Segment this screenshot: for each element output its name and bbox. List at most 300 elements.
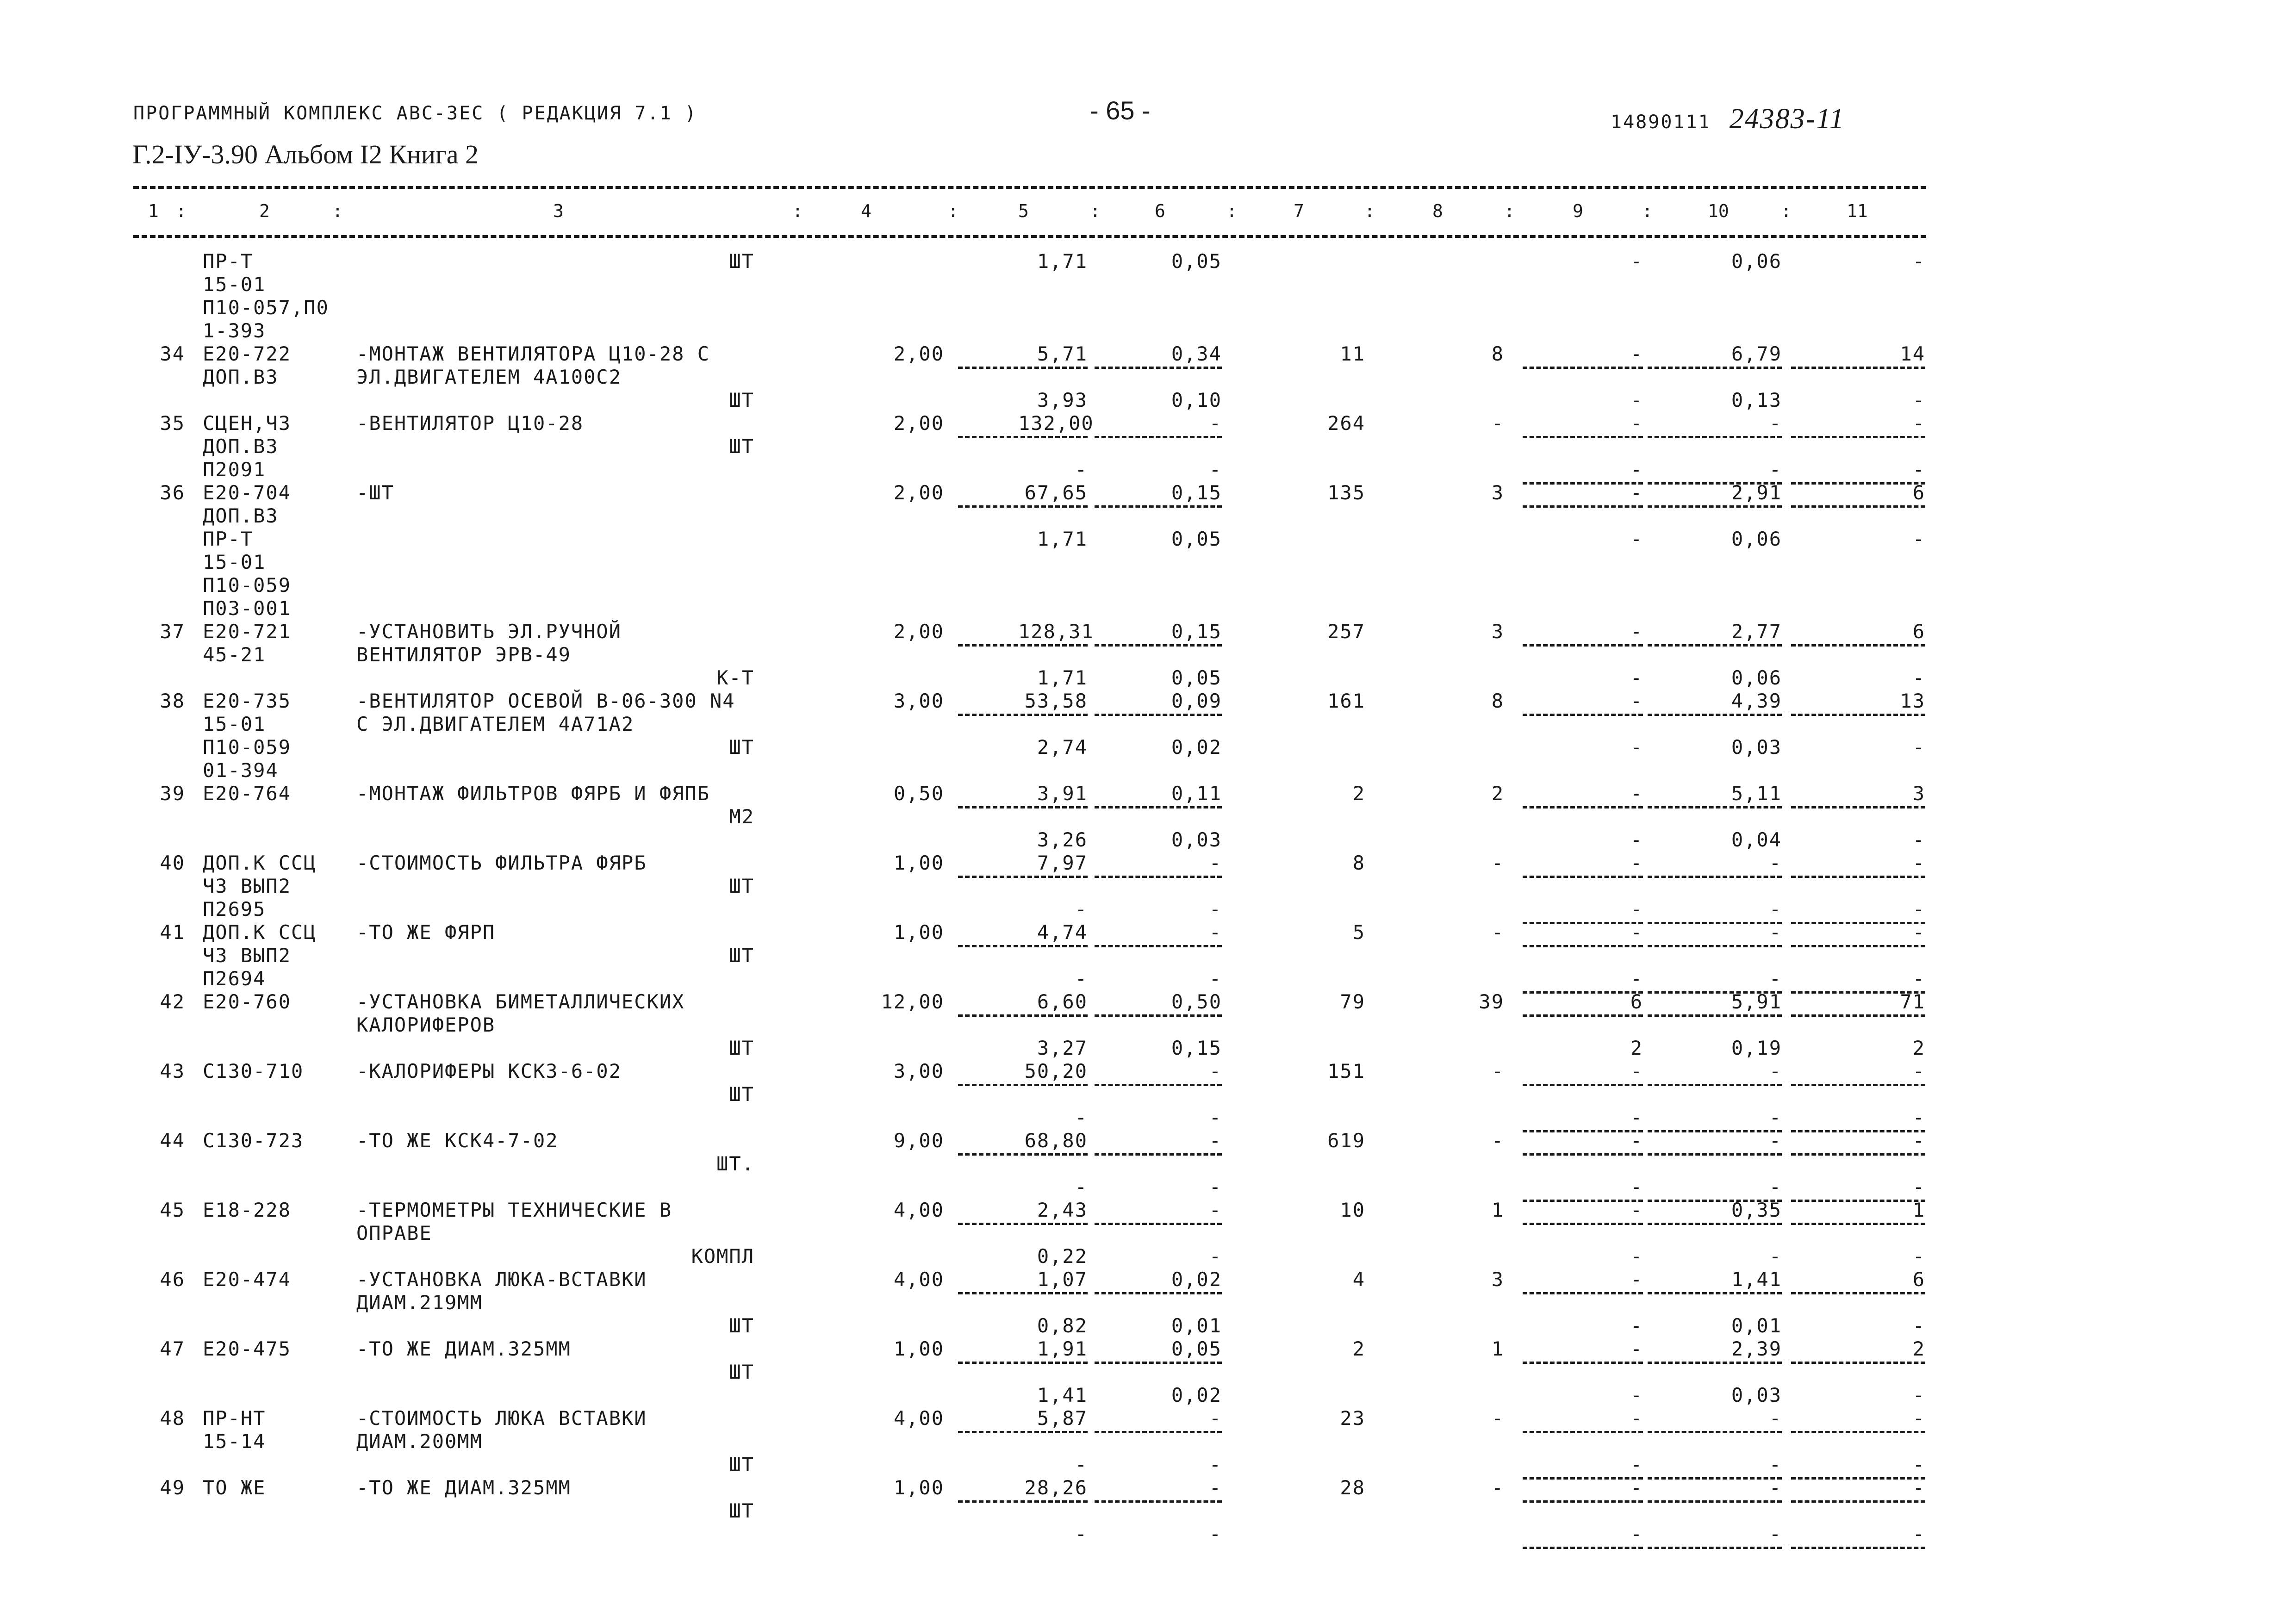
subtotal-rule bbox=[1791, 644, 1925, 647]
cell-machine-cost: - bbox=[1630, 690, 1643, 712]
subtotal-rule bbox=[1523, 1130, 1643, 1132]
cell-unit-cost: 3,93 bbox=[1037, 389, 1088, 411]
cell-unit-cost: - bbox=[1075, 1175, 1088, 1198]
cell-machine-cost: - bbox=[1630, 828, 1643, 851]
cell-wage-unit: - bbox=[1209, 1199, 1222, 1221]
cell-wage-unit: 0,02 bbox=[1171, 1268, 1222, 1291]
subtotal-rule bbox=[1791, 714, 1925, 716]
cell-unit-cost: 4,74 bbox=[1037, 921, 1088, 944]
subtotal-rule bbox=[1095, 714, 1222, 716]
subtotal-rule bbox=[1095, 1014, 1222, 1017]
cell-rate-code: ДОП.В3 bbox=[203, 366, 279, 388]
cell-machine-cost: - bbox=[1630, 967, 1643, 990]
cell-wage-unit: - bbox=[1209, 1407, 1222, 1430]
cell-rate-code: Е20-735 bbox=[203, 690, 292, 712]
cell-row-number: 48 bbox=[160, 1407, 185, 1430]
cell-machine-cost: - bbox=[1630, 1106, 1643, 1129]
table-row bbox=[0, 504, 2296, 528]
cell-wage-unit: 0,05 bbox=[1171, 528, 1222, 550]
cell-row-number: 43 bbox=[160, 1060, 185, 1082]
table-row bbox=[0, 1453, 2296, 1476]
col-sep: : bbox=[332, 201, 343, 221]
cell-machine-cost: - bbox=[1630, 1453, 1643, 1476]
cell-labour-hours: 6,79 bbox=[1731, 342, 1782, 365]
cell-total-cost: 5 bbox=[1352, 921, 1365, 944]
cell-work-description: -ТЕРМОМЕТРЫ ТЕХНИЧЕСКИЕ В bbox=[356, 1199, 672, 1221]
cell-unit-cost: 0,22 bbox=[1037, 1245, 1088, 1268]
cell-unit: ШТ bbox=[729, 435, 754, 458]
table-row bbox=[0, 782, 2296, 805]
cell-wage-unit: 0,02 bbox=[1171, 1384, 1222, 1406]
cell-machine-cost: - bbox=[1630, 1384, 1643, 1406]
subtotal-rule bbox=[1523, 922, 1643, 924]
table-row bbox=[0, 1268, 2296, 1291]
cell-row-number: 41 bbox=[160, 921, 185, 944]
cell-work-description: -МОНТАЖ ФИЛЬТРОВ ФЯРБ И ФЯПБ bbox=[356, 782, 710, 805]
cell-wage-unit: 0,09 bbox=[1171, 690, 1222, 712]
table-row bbox=[0, 1014, 2296, 1037]
subtotal-rule bbox=[958, 367, 1088, 369]
document-code-handwritten: 24383-11 bbox=[1729, 103, 1845, 135]
cell-rate-code: П10-059 bbox=[203, 574, 292, 597]
cell-labour-hours: 0,06 bbox=[1731, 528, 1782, 550]
cell-rate-code: 45-21 bbox=[203, 643, 266, 666]
cell-work-description: -ТО ЖЕ ДИАМ.325ММ bbox=[356, 1476, 571, 1499]
cell-rate-code: П2695 bbox=[203, 898, 266, 920]
cell-quantity: 1,00 bbox=[893, 921, 944, 944]
cell-rate-code: 15-01 bbox=[203, 273, 266, 296]
cell-work-description: ВЕНТИЛЯТОР ЭРВ-49 bbox=[356, 643, 571, 666]
cell-rate-code: 15-14 bbox=[203, 1430, 266, 1453]
cell-labour-hours: 2,77 bbox=[1731, 620, 1782, 643]
cell-rate-code: ДОП.В3 bbox=[203, 435, 279, 458]
cell-work-description: ОПРАВЕ bbox=[356, 1222, 432, 1244]
subtotal-rule bbox=[1095, 367, 1222, 369]
cell-work-description: -ТО ЖЕ КСК4-7-02 bbox=[356, 1129, 559, 1152]
cell-wage-unit: - bbox=[1209, 412, 1222, 435]
cell-wage-unit: - bbox=[1209, 967, 1222, 990]
cell-rate-code: ТО ЖЕ bbox=[203, 1476, 266, 1499]
album-title: Г.2-IУ-3.90 Альбом I2 Книга 2 bbox=[132, 139, 479, 169]
cell-total-labour: - bbox=[1912, 1407, 1925, 1430]
cell-work-description: -СТОИМОСТЬ ЛЮКА ВСТАВКИ bbox=[356, 1407, 647, 1430]
table-row bbox=[0, 1083, 2296, 1106]
subtotal-rule bbox=[958, 505, 1088, 508]
cell-work-description: -ШТ bbox=[356, 481, 394, 504]
cell-rate-code: П03-001 bbox=[203, 597, 292, 620]
cell-wage-unit: 0,34 bbox=[1171, 342, 1222, 365]
subtotal-rule bbox=[1523, 945, 1643, 947]
cell-labour-hours: 0,01 bbox=[1731, 1314, 1782, 1337]
cell-labour-hours: 0,06 bbox=[1731, 666, 1782, 689]
cell-total-labour: 3 bbox=[1912, 782, 1925, 805]
cell-row-number: 36 bbox=[160, 481, 185, 504]
cell-rate-code: С130-723 bbox=[203, 1129, 304, 1152]
subtotal-rule bbox=[1791, 1200, 1925, 1202]
cell-wage-unit: - bbox=[1209, 898, 1222, 920]
cell-total-cost: 28 bbox=[1340, 1476, 1365, 1499]
cell-work-description: -ВЕНТИЛЯТОР Ц10-28 bbox=[356, 412, 584, 435]
table-row bbox=[0, 1407, 2296, 1430]
cell-unit-cost: 53,58 bbox=[1024, 690, 1088, 712]
cell-machine-cost: - bbox=[1630, 1199, 1643, 1221]
cell-work-description: -ТО ЖЕ ФЯРП bbox=[356, 921, 496, 944]
cell-rate-code: ПР-Т bbox=[203, 250, 254, 273]
col-head-7: 7 bbox=[1294, 201, 1304, 221]
cell-machine-cost: - bbox=[1630, 666, 1643, 689]
subtotal-rule bbox=[1095, 1500, 1222, 1503]
table-row bbox=[0, 1245, 2296, 1268]
cell-rate-code: Е20-760 bbox=[203, 990, 292, 1013]
cell-wage-unit: - bbox=[1209, 1060, 1222, 1082]
table-row bbox=[0, 944, 2296, 967]
subtotal-rule bbox=[1523, 1431, 1643, 1433]
cell-work-description: -КАЛОРИФЕРЫ КСК3-6-02 bbox=[356, 1060, 622, 1082]
cell-row-number: 49 bbox=[160, 1476, 185, 1499]
cell-rate-code: Е20-704 bbox=[203, 481, 292, 504]
cell-row-number: 47 bbox=[160, 1337, 185, 1360]
cell-machine-cost: - bbox=[1630, 250, 1643, 273]
table-row bbox=[0, 1291, 2296, 1314]
table-row bbox=[0, 412, 2296, 435]
col-head-1: 1 bbox=[148, 201, 159, 221]
cell-total-wage: 3 bbox=[1491, 1268, 1504, 1291]
subtotal-rule bbox=[1095, 876, 1222, 878]
cell-total-wage: - bbox=[1491, 1129, 1504, 1152]
subtotal-rule bbox=[1523, 505, 1643, 508]
cell-unit: ШТ bbox=[729, 736, 754, 759]
cell-machine-cost: - bbox=[1630, 1407, 1643, 1430]
cell-unit-cost: - bbox=[1075, 1106, 1088, 1129]
cell-labour-hours: - bbox=[1769, 1523, 1782, 1545]
cell-unit-cost: 5,87 bbox=[1037, 1407, 1088, 1430]
subtotal-rule bbox=[1648, 991, 1782, 994]
cell-unit-cost: - bbox=[1075, 967, 1088, 990]
cell-wage-unit: - bbox=[1209, 1523, 1222, 1545]
cell-wage-unit: 0,10 bbox=[1171, 389, 1222, 411]
cell-rate-code: ДОП.К ССЦ bbox=[203, 921, 317, 944]
cell-labour-hours: - bbox=[1769, 852, 1782, 874]
cell-total-labour: - bbox=[1912, 1523, 1925, 1545]
col-sep: : bbox=[1364, 201, 1375, 221]
table-row bbox=[0, 1037, 2296, 1060]
table-row bbox=[0, 1106, 2296, 1129]
cell-quantity: 2,00 bbox=[893, 412, 944, 435]
cell-wage-unit: - bbox=[1209, 852, 1222, 874]
cell-unit: М2 bbox=[729, 805, 754, 828]
col-sep: : bbox=[1226, 201, 1237, 221]
cell-quantity: 0,50 bbox=[893, 782, 944, 805]
cell-unit-cost: 7,97 bbox=[1037, 852, 1088, 874]
cell-machine-cost: - bbox=[1630, 736, 1643, 759]
cell-quantity: 2,00 bbox=[893, 481, 944, 504]
subtotal-rule bbox=[1095, 1362, 1222, 1364]
table-row bbox=[0, 1060, 2296, 1083]
cell-rate-code: Ч3 ВЫП2 bbox=[203, 944, 292, 967]
table-row bbox=[0, 273, 2296, 296]
cell-unit: ШТ bbox=[729, 1314, 754, 1337]
subtotal-rule bbox=[1523, 991, 1643, 994]
cell-rate-code: 1-393 bbox=[203, 319, 266, 342]
col-head-8: 8 bbox=[1432, 201, 1443, 221]
cell-machine-cost: - bbox=[1630, 852, 1643, 874]
document-code-printed: 14890111 bbox=[1611, 112, 1711, 133]
subtotal-rule bbox=[958, 644, 1088, 647]
subtotal-rule bbox=[1791, 1500, 1925, 1503]
table-row bbox=[0, 1337, 2296, 1361]
subtotal-rule bbox=[1648, 806, 1782, 808]
cell-row-number: 45 bbox=[160, 1199, 185, 1221]
cell-quantity: 2,00 bbox=[893, 342, 944, 365]
cell-unit-cost: 68,80 bbox=[1024, 1129, 1088, 1152]
cell-rate-code: Ч3 ВЫП2 bbox=[203, 875, 292, 897]
subtotal-rule bbox=[1648, 1153, 1782, 1156]
cell-rate-code: ПР-НТ bbox=[203, 1407, 266, 1430]
cell-work-description: ДИАМ.219ММ bbox=[356, 1291, 483, 1314]
col-sep: : bbox=[1781, 201, 1792, 221]
cell-wage-unit: 0,05 bbox=[1171, 1337, 1222, 1360]
cell-total-labour: - bbox=[1912, 828, 1925, 851]
cell-unit: ШТ bbox=[729, 1083, 754, 1106]
cell-quantity: 4,00 bbox=[893, 1268, 944, 1291]
cell-unit-cost: 128,31 bbox=[1018, 620, 1094, 643]
cell-total-wage: - bbox=[1491, 1476, 1504, 1499]
cell-rate-code: Е18-228 bbox=[203, 1199, 292, 1221]
subtotal-rule bbox=[1791, 806, 1925, 808]
cell-total-cost: 619 bbox=[1327, 1129, 1365, 1152]
subtotal-rule bbox=[958, 1431, 1088, 1433]
cell-wage-unit: 0,15 bbox=[1171, 481, 1222, 504]
subtotal-rule bbox=[1095, 1292, 1222, 1294]
cell-unit: ШТ bbox=[729, 1499, 754, 1522]
table-row bbox=[0, 1199, 2296, 1222]
table-row bbox=[0, 296, 2296, 319]
cell-total-wage: - bbox=[1491, 852, 1504, 874]
cell-total-cost: 2 bbox=[1352, 782, 1365, 805]
cell-labour-hours: 0,13 bbox=[1731, 389, 1782, 411]
table-row bbox=[0, 736, 2296, 759]
subtotal-rule bbox=[1791, 945, 1925, 947]
cell-unit-cost: 3,27 bbox=[1037, 1037, 1088, 1059]
subtotal-rule bbox=[1648, 436, 1782, 438]
subtotal-rule bbox=[1523, 1292, 1643, 1294]
table-row bbox=[0, 921, 2296, 944]
cell-labour-hours: - bbox=[1769, 1453, 1782, 1476]
table-row bbox=[0, 551, 2296, 574]
cell-total-labour: 6 bbox=[1912, 481, 1925, 504]
cell-total-labour: - bbox=[1912, 1060, 1925, 1082]
cell-total-cost: 11 bbox=[1340, 342, 1365, 365]
table-row bbox=[0, 805, 2296, 828]
cell-unit-cost: 0,82 bbox=[1037, 1314, 1088, 1337]
subtotal-rule bbox=[1095, 505, 1222, 508]
cell-total-labour: - bbox=[1912, 250, 1925, 273]
cell-rate-code: П10-059 bbox=[203, 736, 292, 759]
cell-unit: ШТ bbox=[729, 1037, 754, 1059]
cell-labour-hours: 0,03 bbox=[1731, 736, 1782, 759]
cell-rate-code: Е20-475 bbox=[203, 1337, 292, 1360]
cell-total-labour: - bbox=[1912, 1476, 1925, 1499]
cell-machine-cost: - bbox=[1630, 1523, 1643, 1545]
subtotal-rule bbox=[1095, 806, 1222, 808]
subtotal-rule bbox=[1648, 367, 1782, 369]
cell-wage-unit: - bbox=[1209, 921, 1222, 944]
cell-unit-cost: 3,26 bbox=[1037, 828, 1088, 851]
cell-total-wage: - bbox=[1491, 1407, 1504, 1430]
cell-machine-cost: - bbox=[1630, 1060, 1643, 1082]
cell-row-number: 44 bbox=[160, 1129, 185, 1152]
cell-total-wage: 3 bbox=[1491, 481, 1504, 504]
cell-row-number: 37 bbox=[160, 620, 185, 643]
subtotal-rule bbox=[1791, 1362, 1925, 1364]
cell-labour-hours: - bbox=[1769, 458, 1782, 481]
cell-wage-unit: - bbox=[1209, 1106, 1222, 1129]
subtotal-rule bbox=[1523, 1362, 1643, 1364]
cell-quantity: 3,00 bbox=[893, 690, 944, 712]
cell-machine-cost: - bbox=[1630, 342, 1643, 365]
cell-labour-hours: - bbox=[1769, 1129, 1782, 1152]
cell-quantity: 4,00 bbox=[893, 1407, 944, 1430]
cell-unit-cost: 28,26 bbox=[1024, 1476, 1088, 1499]
cell-machine-cost: - bbox=[1630, 481, 1643, 504]
col-sep: : bbox=[792, 201, 803, 221]
cell-machine-cost: - bbox=[1630, 1129, 1643, 1152]
cell-total-cost: 8 bbox=[1352, 852, 1365, 874]
cell-labour-hours: 0,19 bbox=[1731, 1037, 1782, 1059]
table-row bbox=[0, 528, 2296, 551]
cell-work-description: -ВЕНТИЛЯТОР ОСЕВОЙ В-06-300 N4 bbox=[356, 690, 735, 712]
cell-labour-hours: 5,11 bbox=[1731, 782, 1782, 805]
cell-unit-cost: 67,65 bbox=[1024, 481, 1088, 504]
subtotal-rule bbox=[1648, 1431, 1782, 1433]
cell-wage-unit: 0,15 bbox=[1171, 1037, 1222, 1059]
cell-machine-cost: 2 bbox=[1630, 1037, 1643, 1059]
table-row bbox=[0, 1430, 2296, 1453]
cell-labour-hours: - bbox=[1769, 1060, 1782, 1082]
cell-quantity: 12,00 bbox=[881, 990, 944, 1013]
cell-machine-cost: - bbox=[1630, 458, 1643, 481]
cell-work-description: -УСТАНОВКА ЛЮКА-ВСТАВКИ bbox=[356, 1268, 647, 1291]
program-header: ПРОГРАММНЫЙ КОМПЛЕКС АВС-3ЕС ( РЕДАКЦИЯ 7.1 ) bbox=[133, 103, 697, 124]
subtotal-rule bbox=[1791, 991, 1925, 994]
cell-row-number: 34 bbox=[160, 342, 185, 365]
subtotal-rule bbox=[1791, 1292, 1925, 1294]
cell-labour-hours: - bbox=[1769, 412, 1782, 435]
table-row bbox=[0, 690, 2296, 713]
cell-wage-unit: 0,50 bbox=[1171, 990, 1222, 1013]
subtotal-rule bbox=[1523, 436, 1643, 438]
subtotal-rule bbox=[1523, 1500, 1643, 1503]
cell-wage-unit: 0,11 bbox=[1171, 782, 1222, 805]
subtotal-rule bbox=[1791, 436, 1925, 438]
subtotal-rule bbox=[1095, 1084, 1222, 1086]
cell-wage-unit: 0,02 bbox=[1171, 736, 1222, 759]
subtotal-rule bbox=[1648, 1547, 1782, 1549]
col-sep: : bbox=[1504, 201, 1515, 221]
cell-labour-hours: 0,06 bbox=[1731, 250, 1782, 273]
cell-machine-cost: - bbox=[1630, 1314, 1643, 1337]
subtotal-rule bbox=[1648, 922, 1782, 924]
cell-work-description: ДИАМ.200ММ bbox=[356, 1430, 483, 1453]
cell-total-wage: - bbox=[1491, 921, 1504, 944]
subtotal-rule bbox=[1648, 1292, 1782, 1294]
cell-machine-cost: - bbox=[1630, 1476, 1643, 1499]
cell-labour-hours: - bbox=[1769, 1245, 1782, 1268]
subtotal-rule bbox=[1791, 1431, 1925, 1433]
cell-quantity: 2,00 bbox=[893, 620, 944, 643]
cell-rate-code: 01-394 bbox=[203, 759, 279, 782]
subtotal-rule bbox=[958, 945, 1088, 947]
subtotal-rule bbox=[1791, 1477, 1925, 1480]
cell-total-labour: 6 bbox=[1912, 620, 1925, 643]
cell-unit-cost: 1,07 bbox=[1037, 1268, 1088, 1291]
cell-work-description: ЭЛ.ДВИГАТЕЛЕМ 4А100С2 bbox=[356, 366, 622, 388]
cell-quantity: 3,00 bbox=[893, 1060, 944, 1082]
cell-unit-cost: 1,71 bbox=[1037, 250, 1088, 273]
cell-wage-unit: - bbox=[1209, 1175, 1222, 1198]
cell-unit-cost: - bbox=[1075, 458, 1088, 481]
subtotal-rule bbox=[1791, 1153, 1925, 1156]
cell-unit: ШТ bbox=[729, 389, 754, 411]
subtotal-rule bbox=[1791, 505, 1925, 508]
cell-machine-cost: - bbox=[1630, 898, 1643, 920]
cell-quantity: 1,00 bbox=[893, 1337, 944, 1360]
cell-wage-unit: 0,05 bbox=[1171, 250, 1222, 273]
cell-wage-unit: - bbox=[1209, 1245, 1222, 1268]
cell-wage-unit: 0,15 bbox=[1171, 620, 1222, 643]
cell-wage-unit: 0,01 bbox=[1171, 1314, 1222, 1337]
subtotal-rule bbox=[1095, 945, 1222, 947]
cell-unit: ШТ bbox=[729, 250, 754, 273]
cell-row-number: 35 bbox=[160, 412, 185, 435]
table-row bbox=[0, 1476, 2296, 1499]
cell-wage-unit: - bbox=[1209, 458, 1222, 481]
cell-total-wage: 3 bbox=[1491, 620, 1504, 643]
cell-labour-hours: 4,39 bbox=[1731, 690, 1782, 712]
cell-total-labour: - bbox=[1912, 1106, 1925, 1129]
cell-unit-cost: 50,20 bbox=[1024, 1060, 1088, 1082]
cell-total-cost: 10 bbox=[1340, 1199, 1365, 1221]
cell-unit: ШТ bbox=[729, 944, 754, 967]
table-row bbox=[0, 458, 2296, 481]
cell-total-cost: 4 bbox=[1352, 1268, 1365, 1291]
subtotal-rule bbox=[1523, 1200, 1643, 1202]
col-head-3: 3 bbox=[553, 201, 564, 221]
table-row bbox=[0, 852, 2296, 875]
subtotal-rule bbox=[958, 876, 1088, 878]
subtotal-rule bbox=[1523, 367, 1643, 369]
subtotal-rule bbox=[1648, 1223, 1782, 1225]
cell-row-number: 39 bbox=[160, 782, 185, 805]
subtotal-rule bbox=[1648, 876, 1782, 878]
cell-rate-code: С130-710 bbox=[203, 1060, 304, 1082]
cell-work-description: -УСТАНОВИТЬ ЭЛ.РУЧНОЙ bbox=[356, 620, 622, 643]
table-row bbox=[0, 1499, 2296, 1523]
table-row bbox=[0, 1152, 2296, 1175]
table-row bbox=[0, 875, 2296, 898]
subtotal-rule bbox=[958, 806, 1088, 808]
subtotal-rule bbox=[1648, 714, 1782, 716]
subtotal-rule bbox=[1648, 505, 1782, 508]
subtotal-rule bbox=[1791, 922, 1925, 924]
subtotal-rule bbox=[958, 1153, 1088, 1156]
cell-total-labour: 2 bbox=[1912, 1337, 1925, 1360]
subtotal-rule bbox=[1791, 482, 1925, 485]
table-row bbox=[0, 1175, 2296, 1199]
cell-total-labour: 1 bbox=[1912, 1199, 1925, 1221]
col-sep: : bbox=[176, 201, 187, 221]
cell-work-description: С ЭЛ.ДВИГАТЕЛЕМ 4А71А2 bbox=[356, 713, 635, 735]
